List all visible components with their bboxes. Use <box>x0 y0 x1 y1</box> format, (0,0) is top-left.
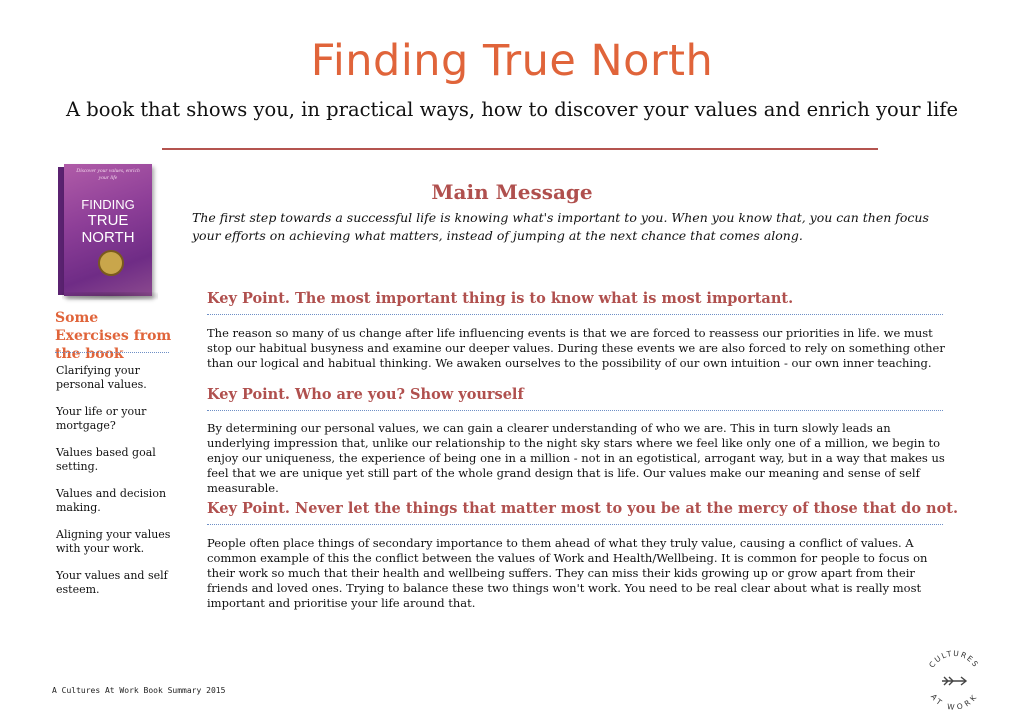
sidebar-heading: Some Exercises from the book <box>55 310 172 362</box>
cultures-at-work-logo <box>920 644 988 712</box>
compass-icon <box>98 250 124 276</box>
main-message-heading: Main Message <box>431 180 593 204</box>
key-point-2-divider <box>207 410 943 411</box>
key-point-2-body: By determining our personal values, we can gain a clearer understanding of who we are. This in turn slowly leads an underlying impression that, unlike our relationship to the night sky stars where we feel like only one of a million, we begin to enjoy our uniqueness, the experience of being one in a million - not in an egotistical, arrogant way, but in a way that makes us feel that we are unique yet still part of the whole grand design that is life. Our values make our meaning and sense of self measurable. <box>207 421 945 495</box>
logo-top-text: CULTURES <box>927 648 981 670</box>
key-point-2-title: Key Point. Who are you? Show yourself <box>207 386 524 403</box>
exercise-item: Your life or your mortgage? <box>56 405 147 432</box>
book-tagline: Discover your values, enrich your life <box>76 168 140 181</box>
title-divider <box>162 148 878 150</box>
key-point-3-body: People often place things of secondary importance to them ahead of what they truly value, causing a conflict of values. A common example of this the conflict between the values of Work and Health/Wellbeing. It is common for people to focus on their work so much that their health and wellbeing suffers. They can miss their kids growing up or grow apart from their friends and loved ones. Trying to balance these two things won't work. You need to be real clear about what is really most important and prioritise your life around that. <box>207 536 928 610</box>
arrow-icon <box>942 677 966 685</box>
logo-bottom-text: AT WORK <box>928 692 980 712</box>
key-point-1-title: Key Point. The most important thing is to know what is most important. <box>207 290 794 307</box>
exercise-item: Clarifying your personal values. <box>56 364 147 391</box>
exercise-list <box>56 364 186 610</box>
book-shadow <box>62 292 158 300</box>
key-point-3-title: Key Point. Never let the things that matter most to you be at the mercy of those that do not. <box>207 500 958 517</box>
exercise-item: Values and decision making. <box>56 487 167 514</box>
exercise-item: Values based goal setting. <box>56 446 156 473</box>
book-title-line-2: TRUE <box>87 212 129 229</box>
exercise-item: Aligning your values with your work. <box>56 528 171 555</box>
key-point-3-divider <box>207 524 943 525</box>
key-point-1-divider <box>207 314 943 315</box>
page-subtitle: A book that shows you, in practical ways, how to discover your values and enrich your life <box>65 98 959 121</box>
key-point-1-body: The reason so many of us change after life influencing events is that we are forced to reassess our priorities in life. we must stop our habitual busyness and examine our deeper values. During these events we are also forced to rely on something other than our logical and habitual thinking. We awaken ourselves to the possibility of our own intuition - our own inner teaching. <box>207 326 945 370</box>
svg-text:CULTURES <box>927 649 981 670</box>
book-title-line-1: FINDING <box>81 197 135 212</box>
footer-credit: A Cultures At Work Book Summary 2015 <box>52 686 226 695</box>
book-title-line-3: NORTH <box>81 229 135 246</box>
sidebar-divider <box>55 352 169 353</box>
exercise-item: Your values and self esteem. <box>56 569 168 596</box>
svg-text:AT WORK <box>929 692 979 712</box>
main-message-text: The first step towards a successful life is knowing what's important to you. When you know that, you can then focus your efforts on achieving what matters, instead of jumping at the next chance that comes along. <box>192 210 929 243</box>
page-title: Finding True North <box>310 36 714 86</box>
